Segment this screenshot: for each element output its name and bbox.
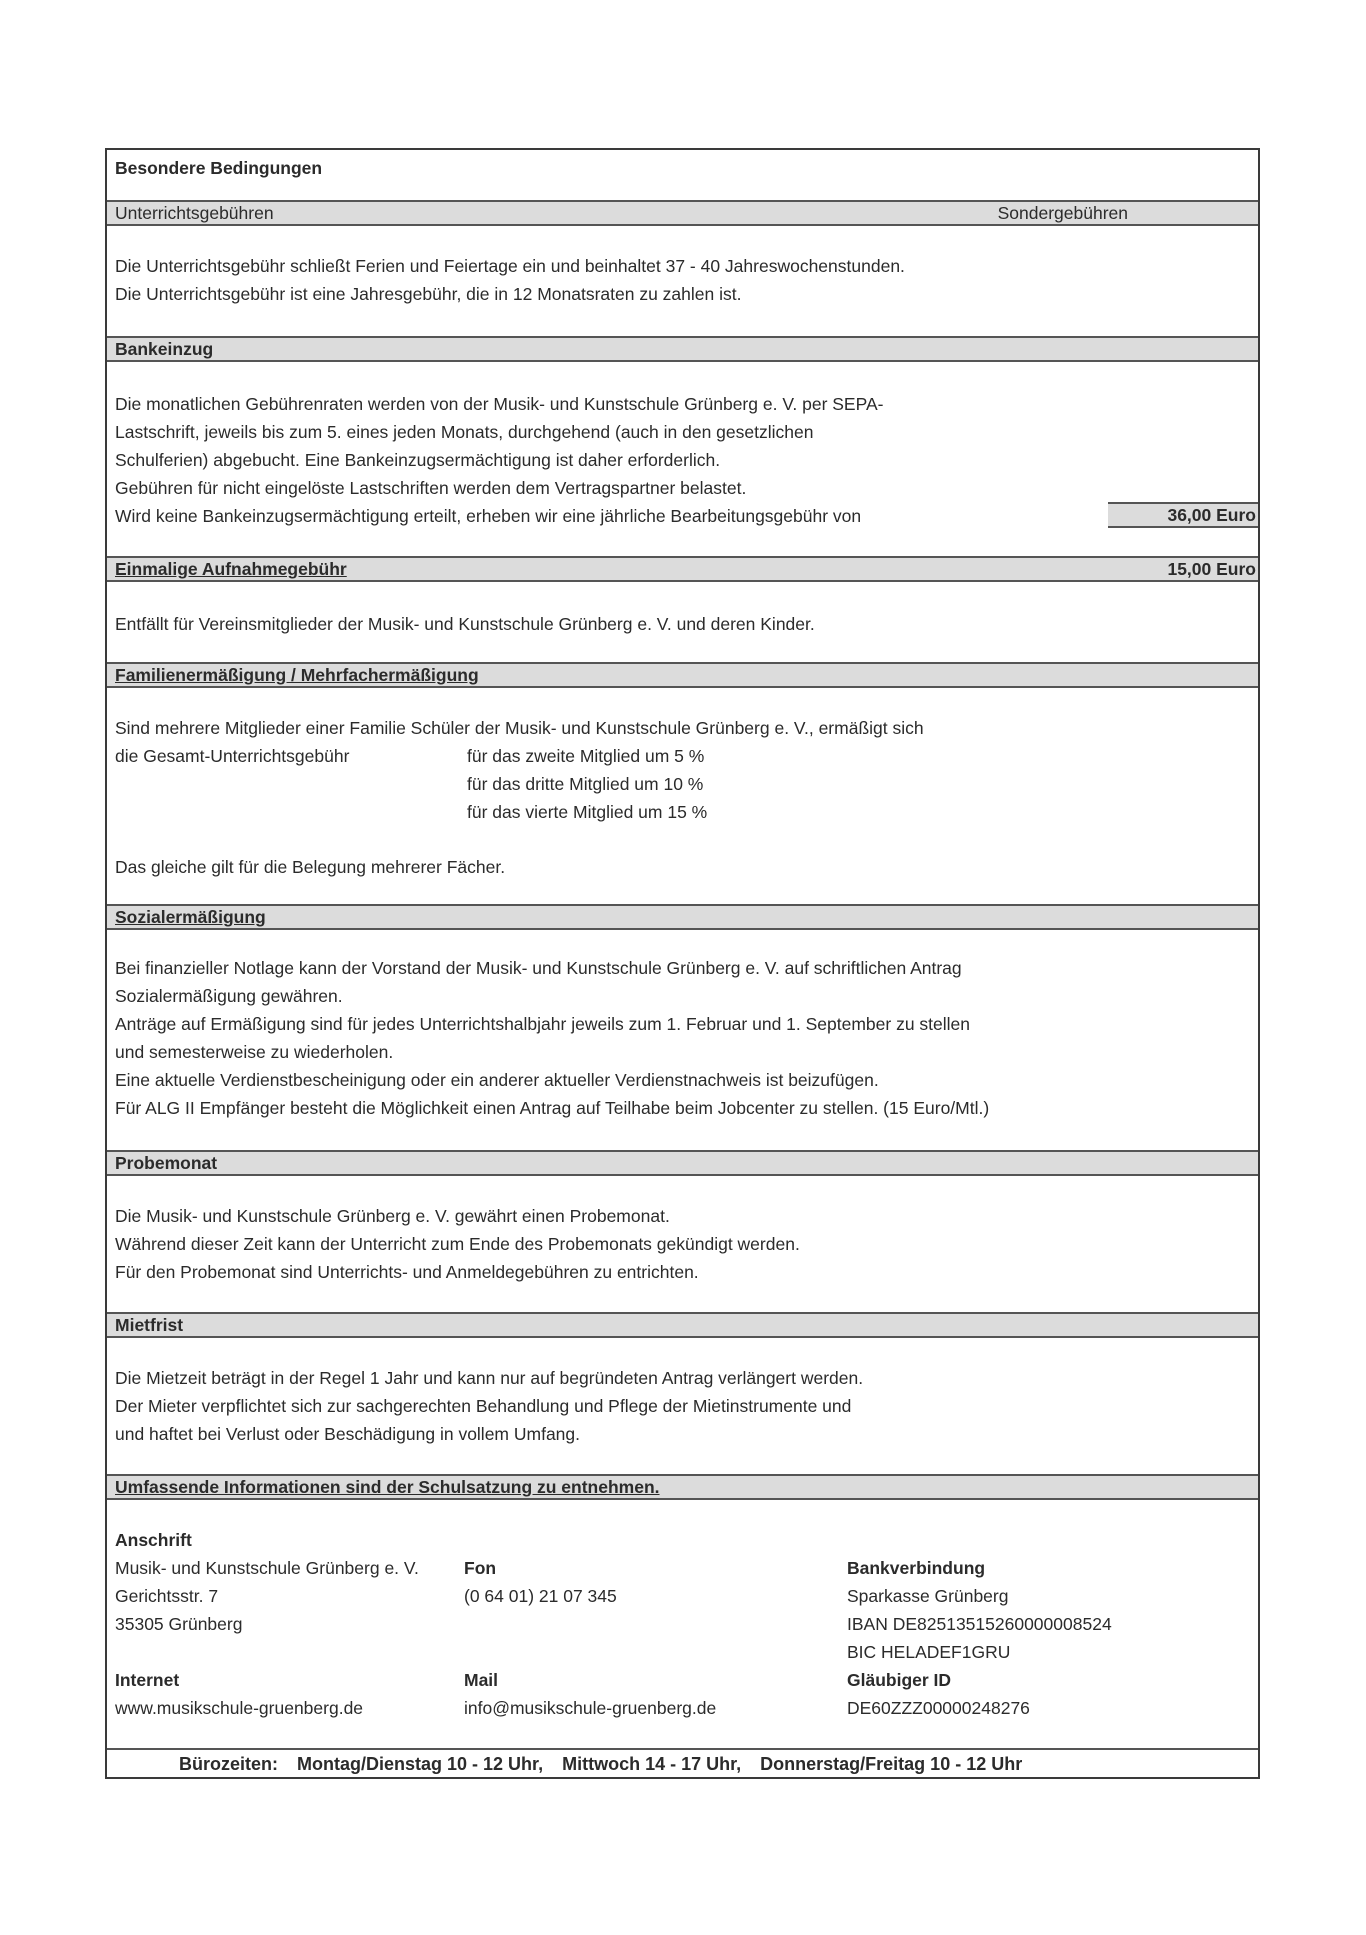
- address-line: Gerichtsstr. 7: [115, 1586, 219, 1606]
- familie-intro: Sind mehrere Mitglieder einer Familie Schüler der Musik- und Kunstschule Grünberg e. V., ermäßigt sich: [115, 718, 924, 738]
- office-hours: [107, 1748, 1258, 1779]
- text-line: Die Mietzeit beträgt in der Regel 1 Jahr und kann nur auf begründeten Antrag verlängert werden.: [115, 1368, 864, 1388]
- text-line: Gebühren für nicht eingelöste Lastschriften werden dem Vertragspartner belastet.: [115, 478, 747, 498]
- text-line: Lastschrift, jeweils bis zum 5. eines jeden Monats, durchgehend (auch in den gesetzlichen: [115, 422, 814, 442]
- familie-tiers: [467, 742, 707, 826]
- bank-line: IBAN DE82513515260000008524: [847, 1614, 1112, 1634]
- section-sozial-text: [115, 954, 989, 1122]
- contact-phone: [464, 1554, 617, 1610]
- section-unterricht-text: [115, 252, 905, 308]
- text-line: Während dieser Zeit kann der Unterricht zum Ende des Probemonats gekündigt werden.: [115, 1234, 800, 1254]
- text-line: Die Unterrichtsgebühr schließt Ferien und Feiertage ein und beinhaltet 37 - 40 Jahreswochenstunden.: [115, 256, 905, 276]
- fee-bankeinzug: 36,00 Euro: [1108, 502, 1258, 528]
- text-line: Sozialermäßigung gewähren.: [115, 986, 343, 1006]
- text-line: Die monatlichen Gebührenraten werden von der Musik- und Kunstschule Grünberg e. V. per SEPA-: [115, 394, 884, 414]
- section-miet-text: [115, 1364, 863, 1448]
- tier-item: für das dritte Mitglied um 10 %: [467, 774, 704, 794]
- text-line: Wird keine Bankeinzugsermächtigung erteilt, erheben wir eine jährliche Bearbeitungsgebühr von: [115, 506, 862, 526]
- familie-note: Das gleiche gilt für die Belegung mehrerer Fächer.: [115, 857, 506, 877]
- hours-label: Bürozeiten:: [179, 1754, 278, 1774]
- section-probe-header: [107, 1150, 1258, 1176]
- hours-slot: Donnerstag/Freitag 10 - 12 Uhr: [760, 1754, 1023, 1774]
- section-satzung-header: [107, 1474, 1258, 1500]
- text-line: und semesterweise zu wiederholen.: [115, 1042, 394, 1062]
- section-probe-title: Probemonat: [115, 1153, 218, 1173]
- text-line: Anträge auf Ermäßigung sind für jedes Unterrichtshalbjahr jeweils zum 1. Februar und 1. September zu stellen: [115, 1014, 971, 1034]
- phone-value: (0 64 01) 21 07 345: [464, 1586, 617, 1606]
- bank-line: Sparkasse Grünberg: [847, 1586, 1009, 1606]
- text-line: und haftet bei Verlust oder Beschädigung in vollem Umfang.: [115, 1424, 581, 1444]
- contact-address: [115, 1526, 419, 1638]
- internet-link[interactable]: www.musikschule-gruenberg.de: [115, 1698, 364, 1718]
- text-line: Die Unterrichtsgebühr ist eine Jahresgebühr, die in 12 Monatsraten zu zahlen ist.: [115, 284, 742, 304]
- section-bankeinzug-title: Bankeinzug: [115, 339, 214, 359]
- section-unterricht-title: Unterrichtsgebühren: [115, 203, 274, 223]
- contact-internet: [115, 1666, 363, 1722]
- tier-item: für das vierte Mitglied um 15 %: [467, 802, 708, 822]
- bank-label: Bankverbindung: [847, 1558, 986, 1578]
- section-sozial-title: Sozialermäßigung: [115, 907, 266, 927]
- section-aufnahme-title: Einmalige Aufnahmegebühr: [115, 559, 347, 579]
- text-line: Schulferien) abgebucht. Eine Bankeinzugsermächtigung ist daher erforderlich.: [115, 450, 721, 470]
- text-line: Der Mieter verpflichtet sich zur sachgerechten Behandlung und Pflege der Mietinstrumente und: [115, 1396, 852, 1416]
- section-familie-title: Familienermäßigung / Mehrfachermäßigung: [115, 665, 479, 685]
- conditions-frame: [105, 148, 1260, 1779]
- section-bankeinzug-text: [115, 390, 883, 530]
- mail-label: Mail: [464, 1670, 499, 1690]
- hours-slot: Montag/Dienstag 10 - 12 Uhr,: [297, 1754, 544, 1774]
- creditor-label: Gläubiger ID: [847, 1670, 952, 1690]
- tier-item: für das zweite Mitglied um 5 %: [467, 746, 705, 766]
- text-line: Eine aktuelle Verdienstbescheinigung oder ein anderer aktueller Verdienstnachweis ist beizufügen.: [115, 1070, 879, 1090]
- section-sozial-header: [107, 904, 1258, 930]
- bank-line: BIC HELADEF1GRU: [847, 1642, 1011, 1662]
- text-line: Für ALG II Empfänger besteht die Möglichkeit einen Antrag auf Teilhabe beim Jobcenter zu stellen. (15 Euro/Mtl.): [115, 1098, 990, 1118]
- section-miet-header: [107, 1312, 1258, 1338]
- mail-link[interactable]: info@musikschule-gruenberg.de: [464, 1698, 717, 1718]
- address-line: Musik- und Kunstschule Grünberg e. V.: [115, 1558, 419, 1578]
- section-familie-header: [107, 662, 1258, 688]
- page-title: Besondere Bedingungen: [115, 158, 323, 178]
- familie-label: die Gesamt-Unterrichtsgebühr: [115, 746, 350, 766]
- contact-mail: [464, 1666, 716, 1722]
- section-sonder-title: Sondergebühren: [997, 203, 1128, 223]
- section-miet-title: Mietfrist: [115, 1315, 184, 1335]
- text-line: Bei finanzieller Notlage kann der Vorstand der Musik- und Kunstschule Grünberg e. V. auf schriftlichen Antrag: [115, 958, 962, 978]
- fee-aufnahme: 15,00 Euro: [1167, 559, 1256, 579]
- text-line: Die Musik- und Kunstschule Grünberg e. V. gewährt einen Probemonat.: [115, 1206, 670, 1226]
- contact-bank: [847, 1554, 1112, 1722]
- address-label: Anschrift: [115, 1530, 192, 1550]
- section-unterricht-header: [107, 200, 1258, 226]
- section-aufnahme-header: [107, 556, 1258, 582]
- section-probe-text: [115, 1202, 800, 1286]
- section-aufnahme-text: Entfällt für Vereinsmitglieder der Musik- und Kunstschule Grünberg e. V. und deren Kinder.: [115, 614, 815, 634]
- section-satzung-title: Umfassende Informationen sind der Schulsatzung zu entnehmen.: [115, 1477, 660, 1497]
- phone-label: Fon: [464, 1558, 497, 1578]
- address-line: 35305 Grünberg: [115, 1614, 243, 1634]
- internet-label: Internet: [115, 1670, 180, 1690]
- hours-slot: Mittwoch 14 - 17 Uhr,: [562, 1754, 742, 1774]
- section-bankeinzug-header: [107, 336, 1258, 362]
- creditor-value: DE60ZZZ00000248276: [847, 1698, 1030, 1718]
- text-line: Für den Probemonat sind Unterrichts- und Anmeldegebühren zu entrichten.: [115, 1262, 699, 1282]
